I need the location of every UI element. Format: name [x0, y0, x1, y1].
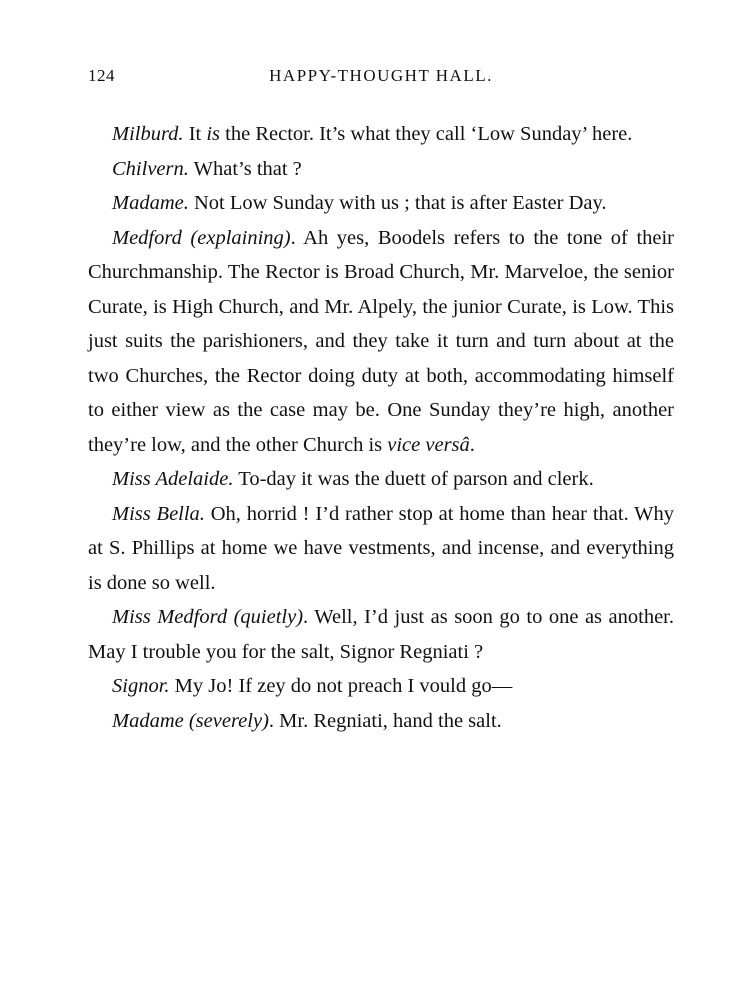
speech-text: . — [469, 433, 475, 456]
speaker-name: Miss Medford — [112, 606, 228, 628]
dialogue-paragraph — [88, 669, 674, 704]
speaker-name: Madame. — [112, 192, 189, 214]
speaker-name: Milburd. — [112, 123, 184, 145]
dialogue-paragraph — [88, 600, 674, 669]
italic-text: (severely) — [188, 709, 269, 732]
speech-text: My Jo! If zey do not preach I vould go— — [169, 675, 513, 697]
dialogue-paragraph — [88, 497, 674, 601]
speaker-name: Miss Bella. — [112, 502, 205, 525]
italic-text: (quietly) — [233, 606, 304, 628]
speaker-name: Madame — [112, 709, 184, 732]
speech-text: To-day it was the duett of parson and clerk. — [233, 468, 594, 490]
dialogue-text — [88, 117, 674, 738]
running-head: HAPPY-THOUGHT HALL. — [269, 66, 493, 85]
dialogue-paragraph — [88, 152, 674, 187]
speech-text: Not Low Sunday with us ; that is after Easter Day. — [188, 192, 607, 214]
page-header — [88, 66, 674, 90]
speaker-name: Chilvern. — [112, 157, 189, 180]
dialogue-paragraph — [88, 462, 674, 497]
dialogue-paragraph — [88, 117, 674, 152]
speech-text: the Rector. It’s what they call ‘Low Sunday’ here. — [220, 123, 633, 145]
page-number: 124 — [88, 66, 115, 85]
speech-text: It — [183, 123, 207, 145]
italic-text: vice versâ — [387, 433, 470, 456]
speaker-name: Miss Adelaide. — [112, 468, 234, 490]
speech-text: . Mr. Regniati, hand the salt. — [268, 709, 502, 732]
italic-text: is — [206, 123, 221, 145]
speaker-name: Signor. — [112, 675, 170, 697]
speech-text: . Ah yes, Boodels refers to the tone of their Churchmanship. The Rector is Broad Church, Mr. Marveloe, the senior Curate, is High Church, and Mr. Alpely, the junior Curate, is Low. This just suits the parishioners, and they take it turn and turn about at the two Churches, the Rector doing duty at both, accommodating himself to either view as the case may be. One Sunday they’re high, another they’re low, and the other Church is — [88, 226, 675, 456]
dialogue-paragraph — [88, 186, 674, 221]
speech-text: . Well, I’d just as soon go to one as another. May I trouble you for the salt, Signor Regniati ? — [88, 606, 674, 663]
speech-text: What’s that ? — [188, 157, 302, 180]
speech-text: Oh, horrid ! I’d rather stop at home than hear that. Why at S. Phillips at home we have vestments, and incense, and everything is done so well. — [88, 502, 674, 594]
dialogue-paragraph — [88, 221, 674, 463]
speaker-name: Medford — [112, 226, 182, 249]
dialogue-paragraph — [88, 704, 674, 739]
italic-text: (explaining) — [190, 226, 291, 249]
